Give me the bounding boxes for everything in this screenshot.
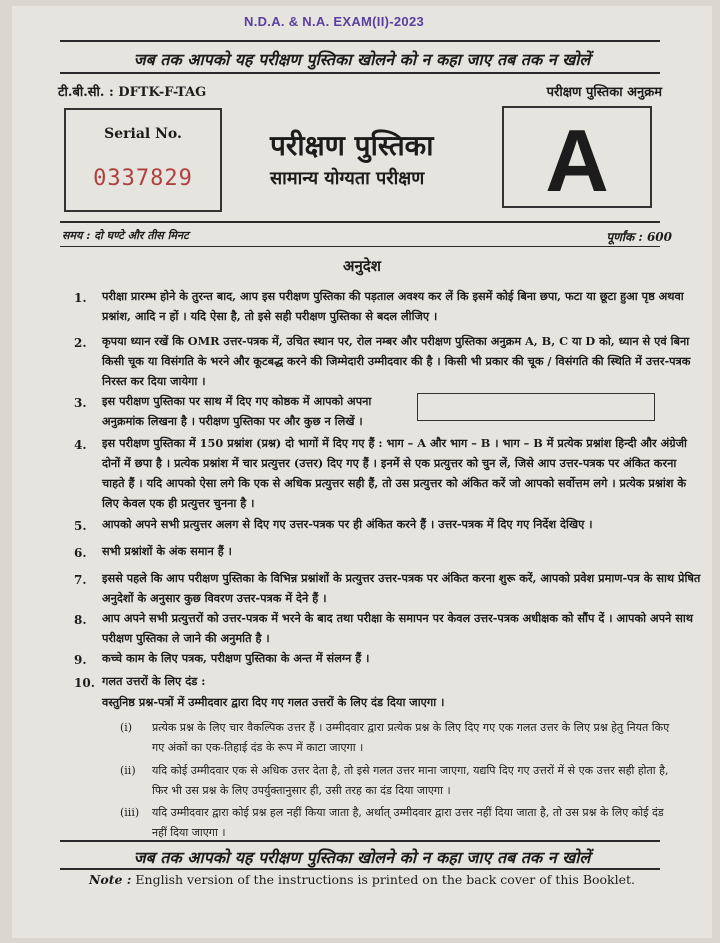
penalty-number: (ii) (120, 764, 136, 777)
bottom-rule (60, 840, 660, 842)
booklet-sequence-label: परीक्षण पुस्तिका अनुक्रम (546, 85, 662, 100)
serial-number: 0337829 (93, 166, 193, 191)
question-booklet-cover (12, 6, 712, 938)
instruction-text: गलत उत्तरों के लिए दंड : (102, 674, 206, 688)
penalty-number: (iii) (120, 806, 140, 819)
time-allowed: समय : दो घण्टे और तीस मिनट (62, 229, 189, 242)
roll-number-box[interactable] (417, 393, 655, 421)
instruction-number: 6. (74, 546, 87, 560)
instruction-text: इस परीक्षण पुस्तिका में 150 प्रश्नांश (प्रश्न) दो भागों में दिए गए हैं : भाग – A और भाग – B । भाग – B में प्रत्येक प्रश्नांश हिन्दी और अंग्रेजी दोनों में छपा है । प्रत्येक प्रश्नांश में चार प्रत्युत्तर (उत्तर) दिए गए हैं । इनमें से एक प्रत्युत्तर को चुन लें, जिसे आप उत्तर-पत्रक पर अंकित करना चाहते हैं । यदि आपको ऐसा लगे कि एक से अधिक प्रत्युत्तर सही हैं, तो उस प्रत्युत्तर को अंकित करें जो आपको सर्वोत्तम लगे । प्रत्येक प्रश्नांश के लिए केवल एक ही प्रत्युत्तर चुनना है । (102, 436, 687, 510)
instruction-number: 9. (74, 653, 87, 667)
instruction-number: 5. (74, 519, 87, 533)
top-rule (60, 40, 660, 42)
instruction-number: 4. (74, 438, 87, 452)
note-text: English version of the instructions is printed on the back cover of this Booklet. (135, 872, 636, 887)
instruction-text: इस परीक्षण पुस्तिका पर साथ में दिए गए कोष्ठक में आपको अपना अनुक्रमांक लिखना है । परीक्षण पुस्तिका पर और कुछ न लिखें । (102, 394, 372, 428)
booklet-subtitle: सामान्य योग्यता परीक्षण (270, 168, 425, 189)
instruction-text: कृपया ध्यान रखें कि OMR उत्तर-पत्रक में, उचित स्थान पर, रोल नम्बर और परीक्षण पुस्तिका अनुक्रम A, B, C या D को, ध्यान से एवं बिना किसी चूक या विसंगति के भरने और कूटबद्ध करने की जिम्मेदारी उम्मीदवार की है । किसी भी प्रकार की चूक / विसंगति की स्थिति में उत्तर-पत्रक निरस्त कर दिया जायेगा । (102, 334, 691, 388)
instruction-text: सभी प्रश्नांशों के अंक समान हैं । (102, 544, 232, 558)
exam-stamp: N.D.A. & N.A. EXAM(II)-2023 (244, 14, 425, 29)
instruction-number: 8. (74, 613, 87, 627)
tbc-code: टी.बी.सी. : DFTK-F-TAG (58, 85, 207, 100)
instruction-text: आपको अपने सभी प्रत्युत्तर अलग से दिए गए उत्तर-पत्रक पर ही अंकित करने हैं । उत्तर-पत्रक में दिए गए निर्देश देखिए । (102, 517, 593, 531)
booklet-title: परीक्षण पुस्तिका (270, 129, 434, 162)
instruction-number: 10. (74, 676, 95, 690)
top-banner: जब तक आपको यह परीक्षण पुस्तिका खोलने को न कहा जाए तब तक न खोलें (133, 50, 591, 69)
instruction-text: आप अपने सभी प्रत्युत्तरों को उत्तर-पत्रक में भरने के बाद तथा परीक्षा के समापन पर केवल उत्तर-पत्रक अधीक्षक को सौंप दें । आपको अपने साथ परीक्षण पुस्तिका ले जाने की अनुमति है । (102, 611, 694, 645)
instruction-number: 1. (74, 291, 87, 305)
series-letter: A (545, 111, 609, 210)
instruction-text: कच्चे काम के लिए पत्रक, परीक्षण पुस्तिका के अन्त में संलग्न हैं । (102, 651, 370, 665)
instruction-number: 7. (74, 573, 87, 587)
header-rule (60, 221, 660, 223)
series-box (502, 106, 652, 208)
penalty-text: प्रत्येक प्रश्न के लिए चार वैकल्पिक उत्तर हैं । उम्मीदवार द्वारा प्रत्येक प्रश्न के लिए दिए गए एक गलत उत्तर के लिए प्रश्न हेतु नियत किए गए अंकों का एक-तिहाई दंड के रूप में काटा जाएगा । (152, 721, 670, 754)
instruction-number: 3. (74, 396, 87, 410)
penalty-text: यदि उम्मीदवार द्वारा कोई प्रश्न हल नहीं किया जाता है, अर्थात् उम्मीदवार द्वारा उत्तर नहीं दिया जाता है, तो उस प्रश्न के लिए कोई दंड नहीं दिया जाएगा । (152, 806, 664, 839)
instruction-number: 2. (74, 336, 87, 350)
bottom-banner: जब तक आपको यह परीक्षण पुस्तिका खोलने को न कहा जाए तब तक न खोलें (133, 848, 591, 867)
maximum-marks: पूर्णांक : 600 (606, 230, 672, 244)
serial-label: Serial No. (104, 126, 182, 142)
time-rule (60, 246, 660, 247)
banner-rule (60, 72, 660, 74)
serial-box (64, 108, 222, 212)
note-label: Note : (88, 872, 132, 887)
bottom-banner-rule (60, 868, 660, 870)
instructions-heading: अनुदेश (343, 257, 381, 275)
penalty-number: (i) (120, 721, 133, 734)
instruction-text: परीक्षा प्रारम्भ होने के तुरन्त बाद, आप इस परीक्षण पुस्तिका की पड़ताल अवश्य कर लें कि इसमें कोई बिना छपा, फटा या छूटा हुआ पृष्ठ अथवा प्रश्नांश, आदि न हों । यदि ऐसा है, तो इसे सही परीक्षण पुस्तिका से बदल लीजिए । (102, 289, 684, 323)
english-note (12, 872, 712, 887)
instruction-text: इससे पहले कि आप परीक्षण पुस्तिका के विभिन्न प्रश्नांशों के प्रत्युत्तर उत्तर-पत्रक पर अंकित करना शुरू करें, आपको प्रवेश प्रमाण-पत्र के साथ प्रेषित अनुदेशों के अनुसार कुछ विवरण उत्तर-पत्रक में देने हैं । (102, 571, 701, 605)
penalty-intro: वस्तुनिष्ठ प्रश्न-पत्रों में उम्मीदवार द्वारा दिए गए गलत उत्तरों के लिए दंड दिया जाएगा । (102, 695, 445, 709)
penalty-text: यदि कोई उम्मीदवार एक से अधिक उत्तर देता है, तो इसे गलत उत्तर माना जाएगा, यद्यपि दिए गए उत्तरों में से एक उत्तर सही होता है, फिर भी उस प्रश्न के लिए उपर्युक्तानुसार ही, उसी तरह का दंड दिया जाएगा । (152, 764, 669, 797)
